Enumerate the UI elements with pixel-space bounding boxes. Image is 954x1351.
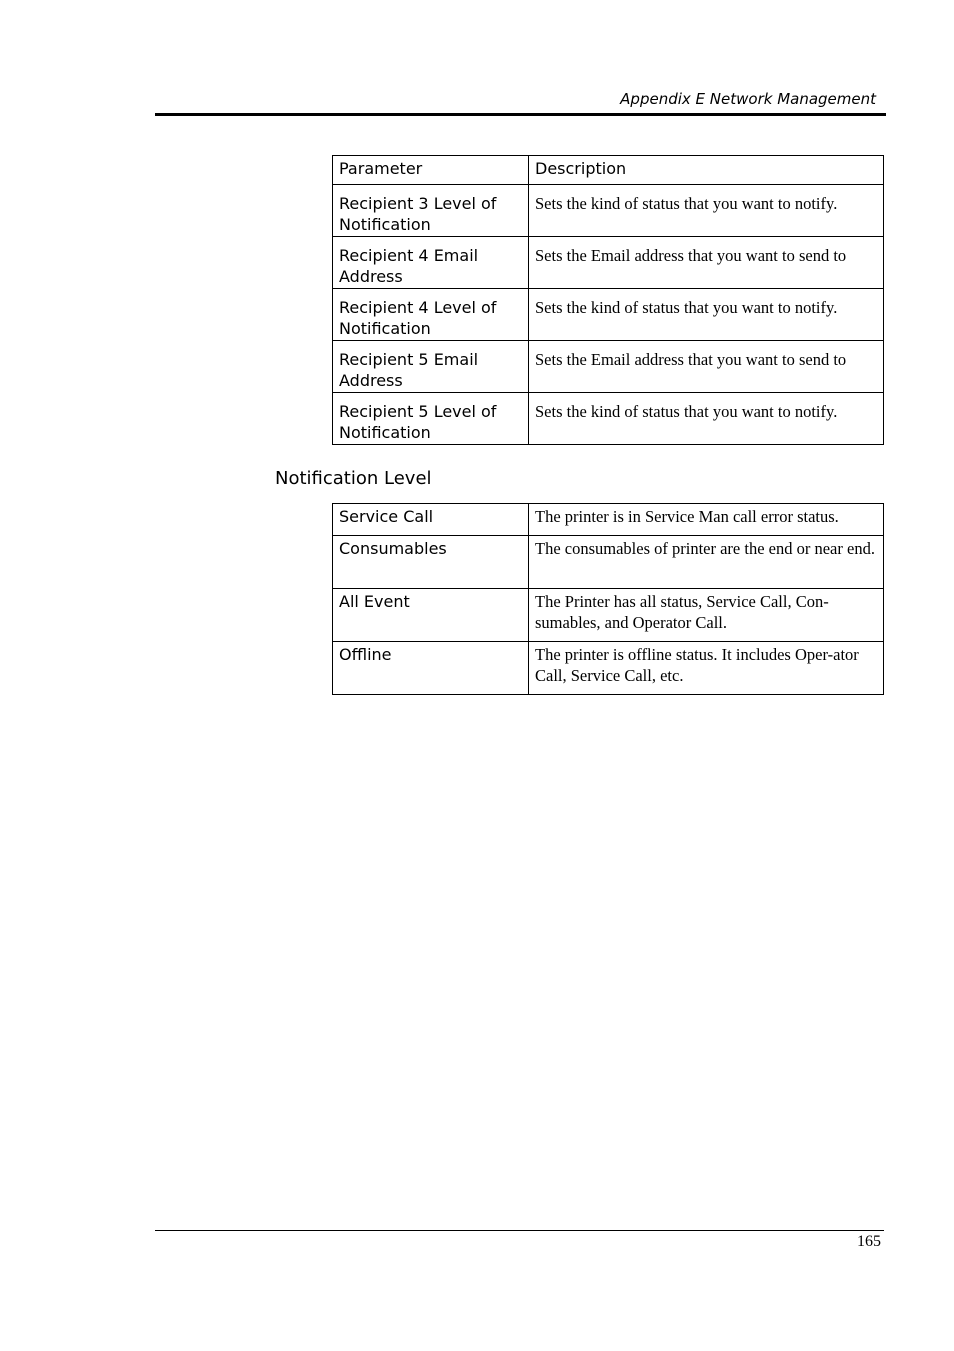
- table-row: [333, 504, 884, 536]
- parameter-cell: Recipient 4 Email Address: [333, 237, 529, 289]
- level-cell: All Event: [333, 589, 529, 642]
- table-row: [333, 536, 884, 589]
- description-cell: Sets the kind of status that you want to notify.: [529, 185, 884, 237]
- parameter-table: [332, 155, 884, 445]
- level-cell: Consumables: [333, 536, 529, 589]
- column-header-parameter: Parameter: [333, 156, 529, 185]
- column-header-description: Description: [529, 156, 884, 185]
- table-row: [333, 589, 884, 642]
- table-row: [333, 289, 884, 341]
- level-cell: Service Call: [333, 504, 529, 536]
- parameter-cell: Recipient 4 Level of Notification: [333, 289, 529, 341]
- description-cell: Sets the Email address that you want to send to: [529, 341, 884, 393]
- description-cell: Sets the kind of status that you want to notify.: [529, 289, 884, 341]
- level-cell: Offline: [333, 642, 529, 695]
- table-row: [333, 237, 884, 289]
- description-cell: Sets the kind of status that you want to notify.: [529, 393, 884, 445]
- header-rule: [155, 113, 886, 116]
- footer-rule: [155, 1230, 884, 1231]
- table-row: [333, 185, 884, 237]
- description-cell: The consumables of printer are the end or near end.: [529, 536, 884, 589]
- notification-level-table: [332, 503, 884, 695]
- table-row: [333, 341, 884, 393]
- description-cell: Sets the Email address that you want to send to: [529, 237, 884, 289]
- section-heading: Notification Level: [275, 468, 432, 489]
- parameter-cell: Recipient 5 Email Address: [333, 341, 529, 393]
- parameter-cell: Recipient 3 Level of Notification: [333, 185, 529, 237]
- page-number: 165: [857, 1233, 881, 1250]
- description-cell: The printer is offline status. It includes Oper-ator Call, Service Call, etc.: [529, 642, 884, 695]
- table-row: [333, 642, 884, 695]
- description-cell: The Printer has all status, Service Call, Con-sumables, and Operator Call.: [529, 589, 884, 642]
- running-header: Appendix E Network Management: [620, 90, 876, 108]
- table-header-row: [333, 156, 884, 185]
- table-row: [333, 393, 884, 445]
- parameter-cell: Recipient 5 Level of Notification: [333, 393, 529, 445]
- description-cell: The printer is in Service Man call error status.: [529, 504, 884, 536]
